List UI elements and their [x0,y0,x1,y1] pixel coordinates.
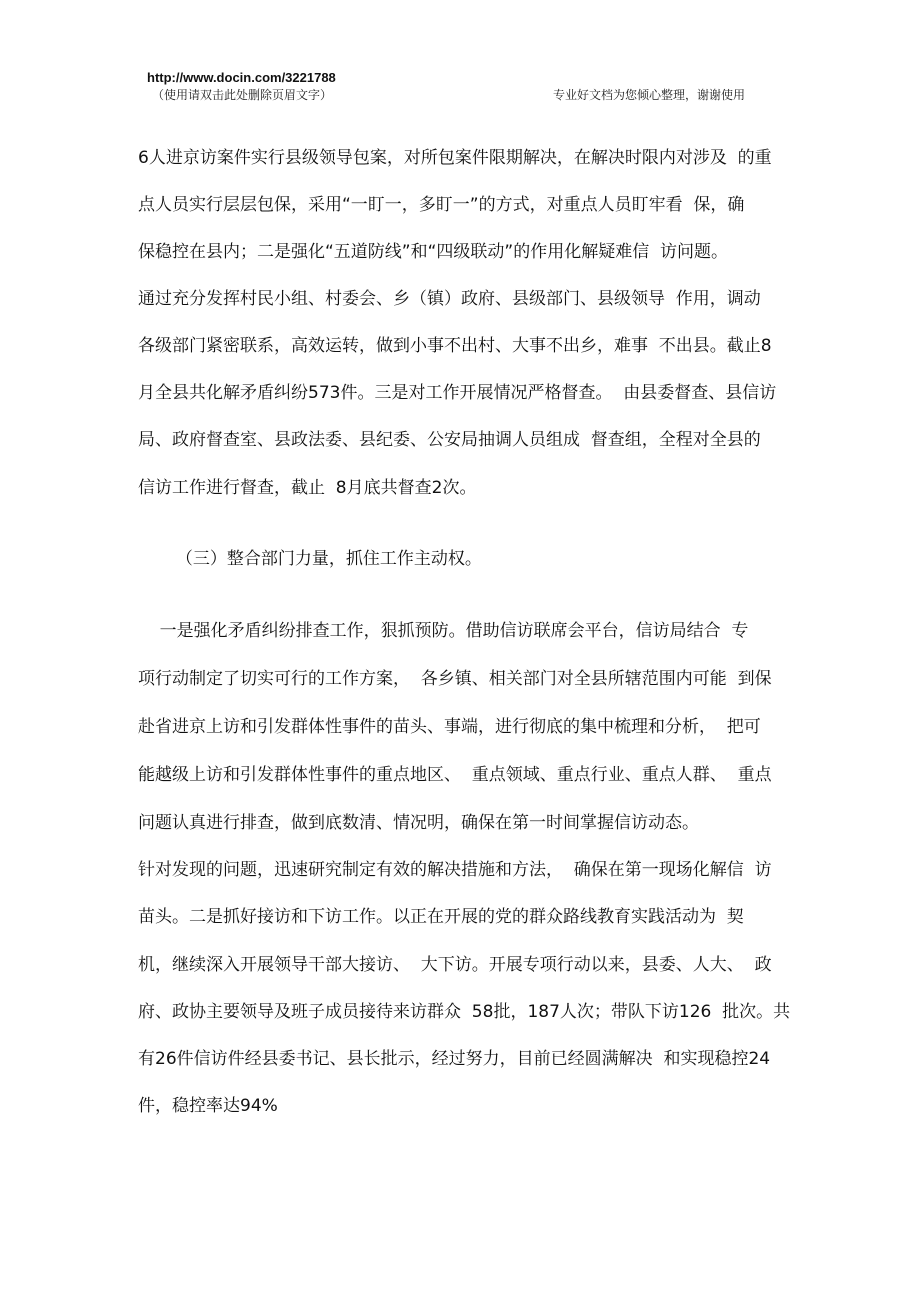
header-delete-note: （使用请双击此处删除页眉文字） [152,88,333,102]
body-line-10: 一是强化矛盾纠纷排查工作，狠抓预防。借助信访联席会平台，信访局结合 专 [138,621,749,641]
body-line-18: 府、政协主要领导及班子成员接待来访群众 58批，187人次；带队下访126 批次。共 [138,1002,791,1022]
body-line-14: 问题认真进行排查，做到底数清、情况明，确保在第一时间掌握信访动态。 [138,813,699,833]
body-line-8: 信访工作进行督查，截止 8月底共督查2次。 [138,478,477,498]
body-line-12: 赴省进京上访和引发群体性事件的苗头、事端，进行彻底的集中梳理和分析， 把可 [138,717,761,737]
body-line-19: 有26件信访件经县委书记、县长批示，经过努力，目前已经圆满解决 和实现稳控24 [138,1049,771,1069]
body-line-1: 6人进京访案件实行县级领导包案，对所包案件限期解决，在解决时限内对涉及 的重 [138,148,772,168]
body-line-6: 月全县共化解矛盾纠纷573件。三是对工作开展情况严格督查。 由县委督查、县信访 [138,383,777,403]
header-url: http://www.docin.com/3221788 [147,70,336,85]
body-line-17: 机，继续深入开展领导干部大接访、 大下访。开展专项行动以来，县委、人大、 政 [138,955,772,975]
header-right-note: 专业好文档为您倾心整理，谢谢使用 [553,88,746,102]
body-line-13: 能越级上访和引发群体性事件的重点地区、 重点领域、重点行业、重点人群、 重点 [138,765,772,785]
body-line-20: 件，稳控率达94% [138,1096,278,1116]
body-line-2: 点人员实行层层包保，采用“一盯一，多盯一”的方式，对重点人员盯牢看 保，确 [138,195,745,215]
body-line-7: 局、政府督查室、县政法委、县纪委、公安局抽调人员组成 督查组，全程对全县的 [138,430,761,450]
body-line-4: 通过充分发挥村民小组、村委会、乡（镇）政府、县级部门、县级领导 作用，调动 [138,289,761,309]
section-heading: （三）整合部门力量，抓住工作主动权。 [138,549,482,569]
body-line-15: 针对发现的问题，迅速研究制定有效的解决措施和方法， 确保在第一现场化解信 访 [138,860,772,880]
body-line-5: 各级部门紧密联系，高效运转，做到小事不出村、大事不出乡，难事 不出县。截止8 [138,336,772,356]
body-line-11: 项行动制定了切实可行的工作方案， 各乡镇、相关部门对全县所辖范围内可能 到保 [138,669,772,689]
body-line-3: 保稳控在县内；二是强化“五道防线”和“四级联动”的作用化解疑难信 访问题。 [138,242,729,262]
body-line-16: 苗头。二是抓好接访和下访工作。以正在开展的党的群众路线教育实践活动为 契 [138,907,744,927]
